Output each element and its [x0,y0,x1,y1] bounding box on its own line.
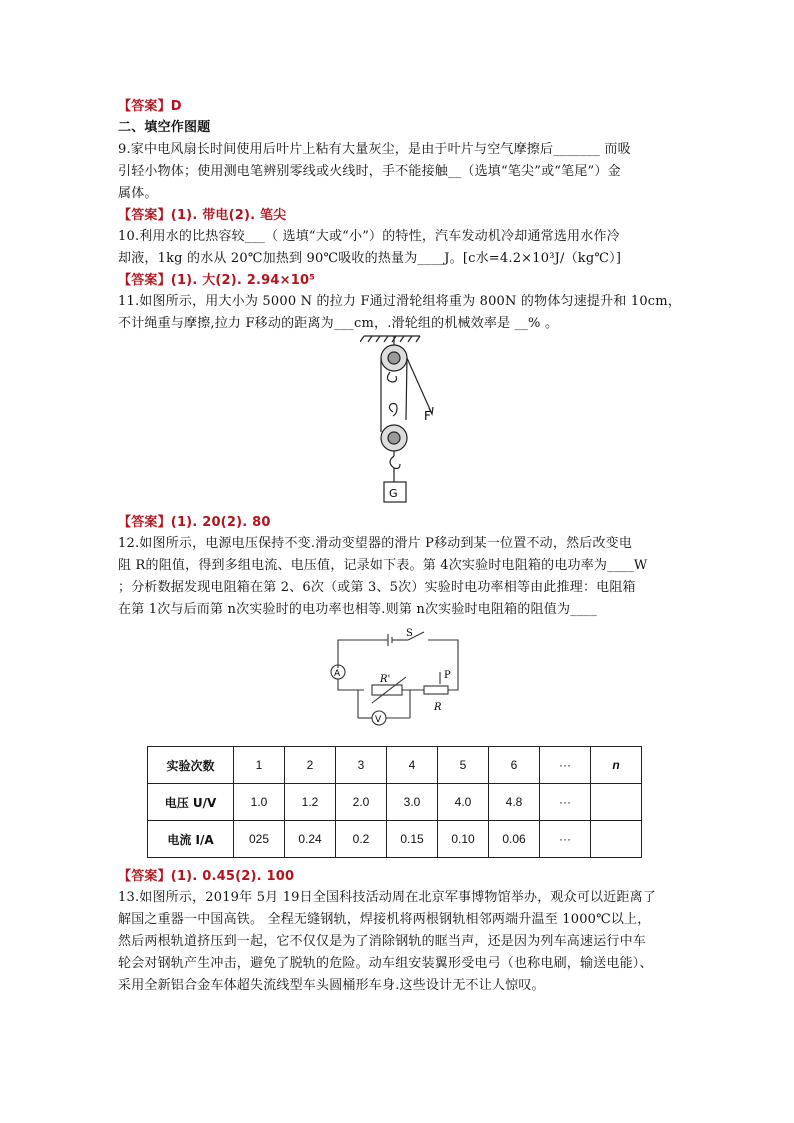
table-cell: ··· [540,821,591,858]
table-cell: 电压 U/V [148,784,234,821]
question-9-line-2: 引轻小物体；使用测电笔辨别零线或火线时，手不能接触__（选填“笔尖”或“笔尾”）金 [118,164,621,179]
table-cell: 3.0 [387,784,438,821]
question-9-line-3: 属体。 [118,186,158,201]
table-cell: ··· [540,784,591,821]
question-13-line-3: 然后两根轨道挤压到一起，它不仅仅是为了消除钢轨的眶当声，还是因为列车高速运行中车 [118,934,647,949]
table-cell: 2.0 [336,784,387,821]
table-cell: 电流 I/A [148,821,234,858]
answer-9: 【答案】(1). 带电(2). 笔尖 [118,208,287,223]
table-cell: 0.10 [438,821,489,858]
question-13-line-5: 采用全新铝合金车体超失流线型车头圆桶形车身.这些设计无不让人惊叹。 [118,978,545,993]
switch-label: S [406,628,413,639]
question-13-line-4: 轮会对钢轨产生冲击，避免了脱轨的危险。动车组安装翼形受电弓（也称电刷，输送电能）、 [118,956,653,971]
resistance-box-label: R' [380,674,391,685]
table-cell: n [591,747,642,784]
table-cell: 1.0 [234,784,285,821]
table-cell: 4 [387,747,438,784]
table-cell [591,821,642,858]
rheostat-label: R [434,702,442,713]
pulley-system-figure [360,332,470,504]
table-cell: 5 [438,747,489,784]
weight-label: G [389,487,398,500]
table-cell: 0.06 [489,821,540,858]
table-cell: 2 [285,747,336,784]
answer-11: 【答案】(1). 20(2). 80 [118,515,271,530]
circuit-diagram [328,628,468,728]
table-cell: ··· [540,747,591,784]
question-12-line-1: 12.如图所示，电源电压保持不变.滑动变望器的滑片 P移动到某一位置不动，然后改变电 [118,536,633,551]
answer-10: 【答案】(1). 大(2). 2.94×10⁵ [118,273,316,288]
voltmeter-label: V [375,715,382,725]
force-label: F [424,409,431,423]
table-cell: 实验次数 [148,747,234,784]
table-cell: 0.24 [285,821,336,858]
section-heading: 二、填空作图题 [118,120,211,135]
table-cell: 0.15 [387,821,438,858]
question-12-line-4: 在第 1次与后而第 n次实验时的电功率也相等.则第 n次实验时电阻箱的阻值为____ [118,602,597,617]
answer-8: 【答案】D [118,99,182,114]
table-cell [591,784,642,821]
question-11-line-1: 11.如图所示，用大小为 5000 N 的拉力 F通过滑轮组将重为 800N 的物体匀速提升和 10cm， [118,294,682,309]
table-row [148,747,642,784]
question-13-line-1: 13.如图所示，2019年 5月 19日全国科技活动周在北京军事博物馆举办，观众可以近距离了 [118,890,657,905]
question-13-line-2: 解国之重器一中国高铁。 全程无缝钢轨，焊接机将两根钢轨相邻两端升温至 1000℃以上， [118,912,651,927]
question-10-line-1: 10.利用水的比热容较___（ 选填“大或“小”）的特性，汽车发动机冷却通常选用水作冷 [118,229,620,244]
table-cell: 1 [234,747,285,784]
ammeter-label: A [334,669,341,679]
experiment-data-table [147,746,642,858]
table-cell: 1.2 [285,784,336,821]
question-12-line-2: 阻 R的阻值，得到多组电流、电压值，记录如下表。第 4次实验时电阻箱的电功率为____W [118,558,648,573]
table-cell: 4.0 [438,784,489,821]
table-row [148,821,642,858]
slider-label: P [444,670,451,681]
question-10-line-2: 却液，1kg 的水从 20℃加热到 90℃吸收的热量为____J。[c水=4.2×10³J/（kg℃）] [118,251,622,266]
table-cell: 4.8 [489,784,540,821]
table-cell: 6 [489,747,540,784]
document-page [118,96,682,335]
table-cell: 025 [234,821,285,858]
answer-12: 【答案】(1). 0.45(2). 100 [118,869,295,884]
table-row [148,784,642,821]
question-9-line-1: 9.家中电风扇长时间使用后叶片上粘有大量灰尘，是由于叶片与空气摩擦后_______ 而吸 [118,142,631,157]
table-cell: 3 [336,747,387,784]
question-11-line-2: 不计绳重与摩擦,拉力 F移动的距离为___cm，.滑轮组的机械效率是 __% 。 [118,316,559,331]
table-cell: 0.2 [336,821,387,858]
question-12-line-3: ；分析数据发现电阻箱在第 2、6次（或第 3、5次）实验时电功率相等由此推理：电阻箱 [118,580,636,595]
